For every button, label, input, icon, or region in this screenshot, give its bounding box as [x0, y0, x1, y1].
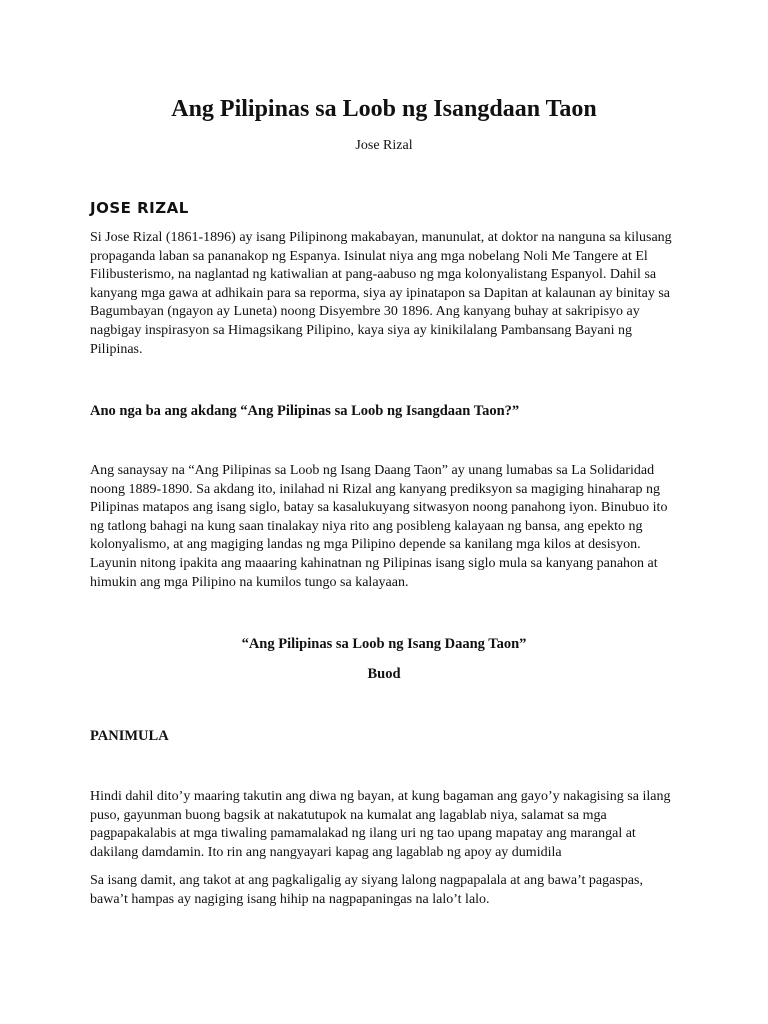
section-heading-panimula: PANIMULA: [90, 728, 169, 744]
paragraph-panimula-1: Hindi dahil dito’y maaring takutin ang diwa ng bayan, at kung bagaman ang gayo’y nakagising sa ilang puso, gayunman buong bagsik at nakatutupok na kumalat ang lagablab niya, salamat sa mga pagpapakalabis at mga tiwaling pamamalakad ng ilang uri ng tao upang mapatay ang marangal at dakilang damdamin. Ito rin ang nangyayari kapag ang lagablab ng apoy ay dumidila: [90, 789, 671, 860]
paragraph-akda-description: Ang sanaysay na “Ang Pilipinas sa Loob ng Isang Daang Taon” ay unang lumabas sa La Solidaridad noong 1889-1890. Sa akdang ito, inilahad ni Rizal ang kanyang prediksyon sa magiging hinaharap ng Pilipinas matapos ang isang siglo, batay sa kasalukuyang sitwasyon noong panahong iyon. Binubuo ito ng tatlong bahagi na kung saan tinalakay niya rito ang posibleng kalayaan ng bansa, ang epekto ng kolonyalismo, at ang magiging landas ng mga Pilipino depende sa kanilang mga kilos at desisyon. Layunin nitong ipakita ang maaaring kahinatnan ng Pilipinas isang siglo mula sa kanyang panahon at himukin ang mga Pilipino na kumilos tungo sa kalayaan.: [90, 463, 668, 590]
summary-subtitle: Buod: [367, 666, 401, 682]
document-title: Ang Pilipinas sa Loob ng Isangdaan Taon: [171, 96, 597, 122]
section-heading-jose-rizal: JOSE RIZAL: [90, 199, 189, 217]
section-heading-question: Ano nga ba ang akdang “Ang Pilipinas sa Loob ng Isangdaan Taon?”: [90, 403, 520, 419]
paragraph-biography: Si Jose Rizal (1861-1896) ay isang Pilipinong makabayan, manunulat, at doktor na nanguna sa kilusang propaganda laban sa pananakop ng Espanya. Isinulat niya ang mga nobelang Noli Me Tangere at El Filibusterismo, na naglantad ng katiwalian at pang-aabuso ng mga kolonyalistang Espanyol. Dahil sa kanyang mga gawa at adhikain para sa reporma, siya ay ipinatapon sa Dapitan at kalaunan ay binitay sa Bagumbayan (ngayon ay Luneta) noong Disyembre 30 1896. Ang kanyang buhay at sakripisyo ay nagbigay inspirasyon sa Himagsikang Pilipino, kaya siya ay kinikilalang Pambansang Bayani ng Pilipinas.: [90, 230, 672, 357]
paragraph-panimula-2: Sa isang damit, ang takot at ang pagkaligalig ay siyang lalong nagpapalala at ang bawa’t pagaspas, bawa’t hampas ay nagiging isang hihip na nagpapaningas na lalo’t lalo.: [90, 873, 643, 907]
document-author: Jose Rizal: [355, 138, 413, 153]
summary-title: “Ang Pilipinas sa Loob ng Isang Daang Taon”: [241, 636, 527, 652]
